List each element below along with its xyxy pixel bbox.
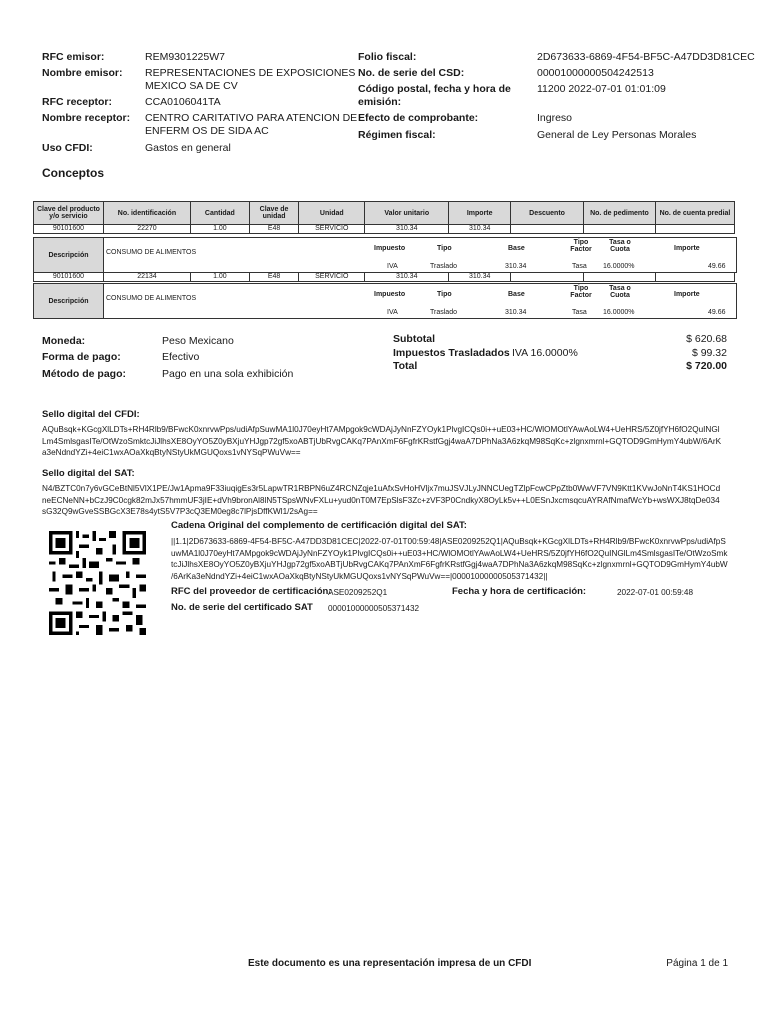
cell-cantidad: 1.00 [191, 273, 250, 282]
cadena-label: Cadena Original del complemento de certificación digital del SAT: [171, 520, 467, 531]
sello-cfdi-label: Sello digital del CFDI: [42, 409, 140, 420]
rfc-proveedor-label: RFC del proveedor de certificación: [171, 586, 332, 597]
tax-base: 310.34 [505, 263, 527, 270]
tax-impuesto: IVA [387, 263, 398, 270]
conceptos-header-row [34, 202, 735, 225]
tax-header-base: Base [508, 245, 525, 252]
col-cantidad: Cantidad [191, 202, 250, 225]
col-cuenta-predial: No. de cuenta predial [655, 202, 734, 225]
sello-cfdi-line3: a3eNdndYZi+4eiC1wxAOaXkqBtyNStyUkMGUQoxs1vNYSqPWuVw== [42, 448, 301, 457]
descripcion-label: Descripción [34, 284, 104, 318]
cp-fecha-label-line1: Código postal, fecha y hora de [358, 83, 511, 95]
sello-sat-line2: neECNeNN+bCzJ9C0cgk82mJx57hmmUF3jIE+dVh9bronAl8lN5TSpsWNvFXLu+yud0nT0M7EpSlsF3Zc+zVF3P0CndkyX8OyLk5v++L0ESnJxcmsqcuAYRAfNmafWcYb+wsWXJ8tqDe034 [42, 495, 720, 505]
rfc-emisor-label: RFC emisor: [42, 51, 105, 63]
cadena-text [171, 536, 737, 582]
tax-header-tipo: Tipo [437, 245, 452, 252]
tax-tasa: 16.0000% [603, 309, 635, 316]
col-clave-producto: Clave del producto y/o servicio [34, 202, 104, 225]
table-row [34, 273, 735, 282]
cadena-line4: /6ArKa3eNdndYZi+4eiC1wxAOaXkqBtyNStyUkMGUQoxs1vNYSqPWuVw==|00001000000505371432|| [171, 571, 548, 581]
impuestos-detalle: IVA 16.0000% [512, 347, 578, 359]
cadena-line2: uwMA1l0J70eyHt7AMpgok9cWDAjJyNnFZYOyk1PlvgICQs0i++uE03+HC/WlOMOtlYAwAoLW4+UeHRS/5Z0jfYH6fO2QuINGlLm4SmlsgasITe/OtWzoSmk [171, 548, 728, 558]
cell-descuento [511, 273, 584, 282]
nombre-emisor-line2: MEXICO SA DE CV [145, 80, 238, 92]
sello-sat-label: Sello digital del SAT: [42, 468, 135, 479]
cell-identificacion: 22270 [103, 225, 190, 234]
tax-importe: 49.66 [708, 263, 726, 270]
cell-cuenta-predial [655, 273, 734, 282]
tax-tipo: Traslado [430, 309, 457, 316]
cell-valor-unitario: 310.34 [365, 273, 449, 282]
nombre-emisor-line1: REPRESENTACIONES DE EXPOSICIONES [145, 67, 356, 79]
conceptos-table [33, 201, 735, 234]
descripcion-block [33, 283, 737, 319]
tax-tasa: 16.0000% [603, 263, 635, 270]
folio-fiscal-value: 2D673633-6869-4F54-BF5C-A47DD3D81CEC [537, 51, 755, 63]
cp-fecha-value: 11200 2022-07-01 01:01:09 [537, 83, 666, 95]
forma-pago-value: Efectivo [162, 351, 200, 363]
cell-unidad: SERVICIO [299, 225, 365, 234]
nombre-receptor-line2: ENFERM OS DE SIDA AC [145, 125, 269, 137]
impuestos-value: $ 99.32 [691, 347, 727, 359]
descripcion-value: CONSUMO DE ALIMENTOS [106, 249, 197, 256]
total-label: Total [393, 360, 418, 372]
uso-cfdi-value: Gastos en general [145, 142, 231, 154]
conceptos-table-item2 [33, 272, 735, 282]
cell-clave-unidad: E48 [249, 225, 299, 234]
cell-clave-unidad: E48 [249, 273, 299, 282]
cell-clave: 90101600 [34, 273, 104, 282]
fecha-certificacion-label: Fecha y hora de certificación: [452, 586, 587, 597]
cell-descuento [511, 225, 584, 234]
regimen-value: General de Ley Personas Morales [537, 129, 697, 141]
sello-cfdi-text [42, 424, 736, 459]
col-pedimento: No. de pedimento [584, 202, 656, 225]
fecha-certificacion-value: 2022-07-01 00:59:48 [617, 588, 694, 597]
moneda-label: Moneda: [42, 335, 86, 347]
serie-sat-value: 00001000000505371432 [328, 604, 420, 613]
cell-pedimento [584, 225, 656, 234]
cp-fecha-label-line2: emisión: [358, 96, 402, 108]
tax-header-base: Base [508, 291, 525, 298]
cell-pedimento [584, 273, 656, 282]
metodo-pago-value: Pago en una sola exhibición [162, 368, 294, 380]
regimen-label: Régimen fiscal: [358, 129, 436, 141]
rfc-emisor-value: REM9301225W7 [145, 51, 225, 63]
tax-impuesto: IVA [387, 309, 398, 316]
rfc-receptor-label: RFC receptor: [42, 96, 113, 108]
cell-unidad: SERVICIO [299, 273, 365, 282]
col-clave-unidad: Clave de unidad [249, 202, 299, 225]
table-row [34, 225, 735, 234]
col-unidad: Unidad [299, 202, 365, 225]
forma-pago-label: Forma de pago: [42, 351, 121, 363]
page-number: Página 1 de 1 [666, 958, 728, 969]
nombre-emisor-label: Nombre emisor: [42, 67, 123, 79]
cell-importe: 310.34 [449, 225, 511, 234]
tax-header-importe: Importe [674, 291, 700, 298]
serie-sat-label: No. de serie del certificado SAT [171, 602, 313, 613]
descripcion-block [33, 237, 737, 273]
tax-tipo: Traslado [430, 263, 457, 270]
footer-nota: Este documento es una representación impresa de un CFDI [248, 958, 532, 969]
metodo-pago-label: Método de pago: [42, 368, 126, 380]
col-identificacion: No. identificación [103, 202, 190, 225]
moneda-value: Peso Mexicano [162, 335, 234, 347]
qr-code [49, 531, 146, 635]
cadena-line1: ||1.1|2D673633-6869-4F54-BF5C-A47DD3D81CEC|2022-07-01T00:59:48|ASE0209252Q1|AQuBsqk+KGcgXlLDTs+RH4Rlb9/BFwcK0xnrvwPps/udiAfpS [171, 537, 726, 546]
subtotal-label: Subtotal [393, 333, 435, 345]
tax-header-importe: Importe [674, 245, 700, 252]
sello-cfdi-line2: Lm4SmlsgasITe/OtWzoSmktcJiJlhsXE8OyYO5Z0yBXjuYHJgp72gf5xoABTjUbRvgCAKq7PAnXmF6FgfrKRstfGgj4waA7DPhNa3A6zkqM98SqKc+zlgnxmrnl+GQTOD9GmHymY4ubW/6ArK [42, 436, 722, 446]
cell-importe: 310.34 [449, 273, 511, 282]
rfc-proveedor-value: ASE0209252Q1 [328, 588, 388, 597]
efecto-value: Ingreso [537, 112, 573, 124]
tax-header-impuesto: Impuesto [374, 291, 406, 298]
nombre-receptor-line1: CENTRO CARITATIVO PARA ATENCION DE [145, 112, 358, 124]
efecto-label: Efecto de comprobante: [358, 112, 479, 124]
rfc-receptor-value: CCA0106041TA [145, 96, 221, 108]
tax-header-tasa: Tasa o Cuota [609, 239, 631, 253]
tax-header-tipo: Tipo [437, 291, 452, 298]
subtotal-value: $ 620.68 [686, 333, 727, 345]
total-value: $ 720.00 [686, 360, 727, 372]
cadena-line3: tcJiJlhsXE8OyYO5Z0yBXjuYHJgp72gf5xoABTjUbRvgCAKq7PAnXmF6FgfrKRstfGgj4waA7DPhNa3A6zkqM98SqKc+zlgnxmrnl+GQTOD9GmHymY4ubW [171, 560, 728, 569]
sello-sat-line3: sG32Q9wGveSSBGcX3E78s4ytS5V7P3cQ3EM0eg8c7lPjsDffKWl1/2sAg== [42, 507, 318, 516]
tax-header-impuesto: Impuesto [374, 245, 406, 252]
tax-importe: 49.66 [708, 309, 726, 316]
col-valor-unitario: Valor unitario [365, 202, 449, 225]
tax-tipo-factor: Tasa [572, 309, 587, 316]
uso-cfdi-label: Uso CFDI: [42, 142, 93, 154]
sello-sat-line1: N4/BZTC0n7y6vGCeBtNl5VlX1PE/Jw1Apma9F33iuqigEs3r5LapwTR1RBPN6uZ4RCNZqje1uAfxSvHoHVljx7muJSVJLyJNNCUegTZlpFcwCPpZtb0WwVF7VN9Ktt1KVwJoNnT4KS1HOCd [42, 484, 721, 493]
serie-csd-label: No. de serie del CSD: [358, 67, 465, 79]
serie-csd-value: 00001000000504242513 [537, 67, 654, 79]
sello-sat-text [42, 483, 736, 518]
cell-identificacion: 22134 [103, 273, 190, 282]
cell-valor-unitario: 310.34 [365, 225, 449, 234]
descripcion-label: Descripción [34, 238, 104, 272]
impuestos-label: Impuestos Trasladados [393, 347, 510, 359]
tax-base: 310.34 [505, 309, 527, 316]
col-importe: Importe [449, 202, 511, 225]
tax-header-tipo-factor: Tipo Factor [570, 239, 592, 253]
cell-cantidad: 1.00 [191, 225, 250, 234]
sello-cfdi-line1: AQuBsqk+KGcgXlLDTs+RH4Rlb9/BFwcK0xnrvwPps/udiAfpSuwMA1l0J70eyHt7AMpgok9cWDAjJyNnFZYOyk1PlvgICQs0i++uE03+HC/WlOMOtlYAwAoLW4+UeHRS/5Z0jfYH6fO2QuINGl [42, 425, 720, 434]
col-descuento: Descuento [511, 202, 584, 225]
descripcion-value: CONSUMO DE ALIMENTOS [106, 295, 197, 302]
tax-header-tasa: Tasa o Cuota [609, 285, 631, 299]
folio-fiscal-label: Folio fiscal: [358, 51, 417, 63]
cell-clave: 90101600 [34, 225, 104, 234]
nombre-receptor-label: Nombre receptor: [42, 112, 131, 124]
cell-cuenta-predial [655, 225, 734, 234]
conceptos-title: Conceptos [42, 166, 105, 180]
tax-tipo-factor: Tasa [572, 263, 587, 270]
tax-header-tipo-factor: Tipo Factor [570, 285, 592, 299]
